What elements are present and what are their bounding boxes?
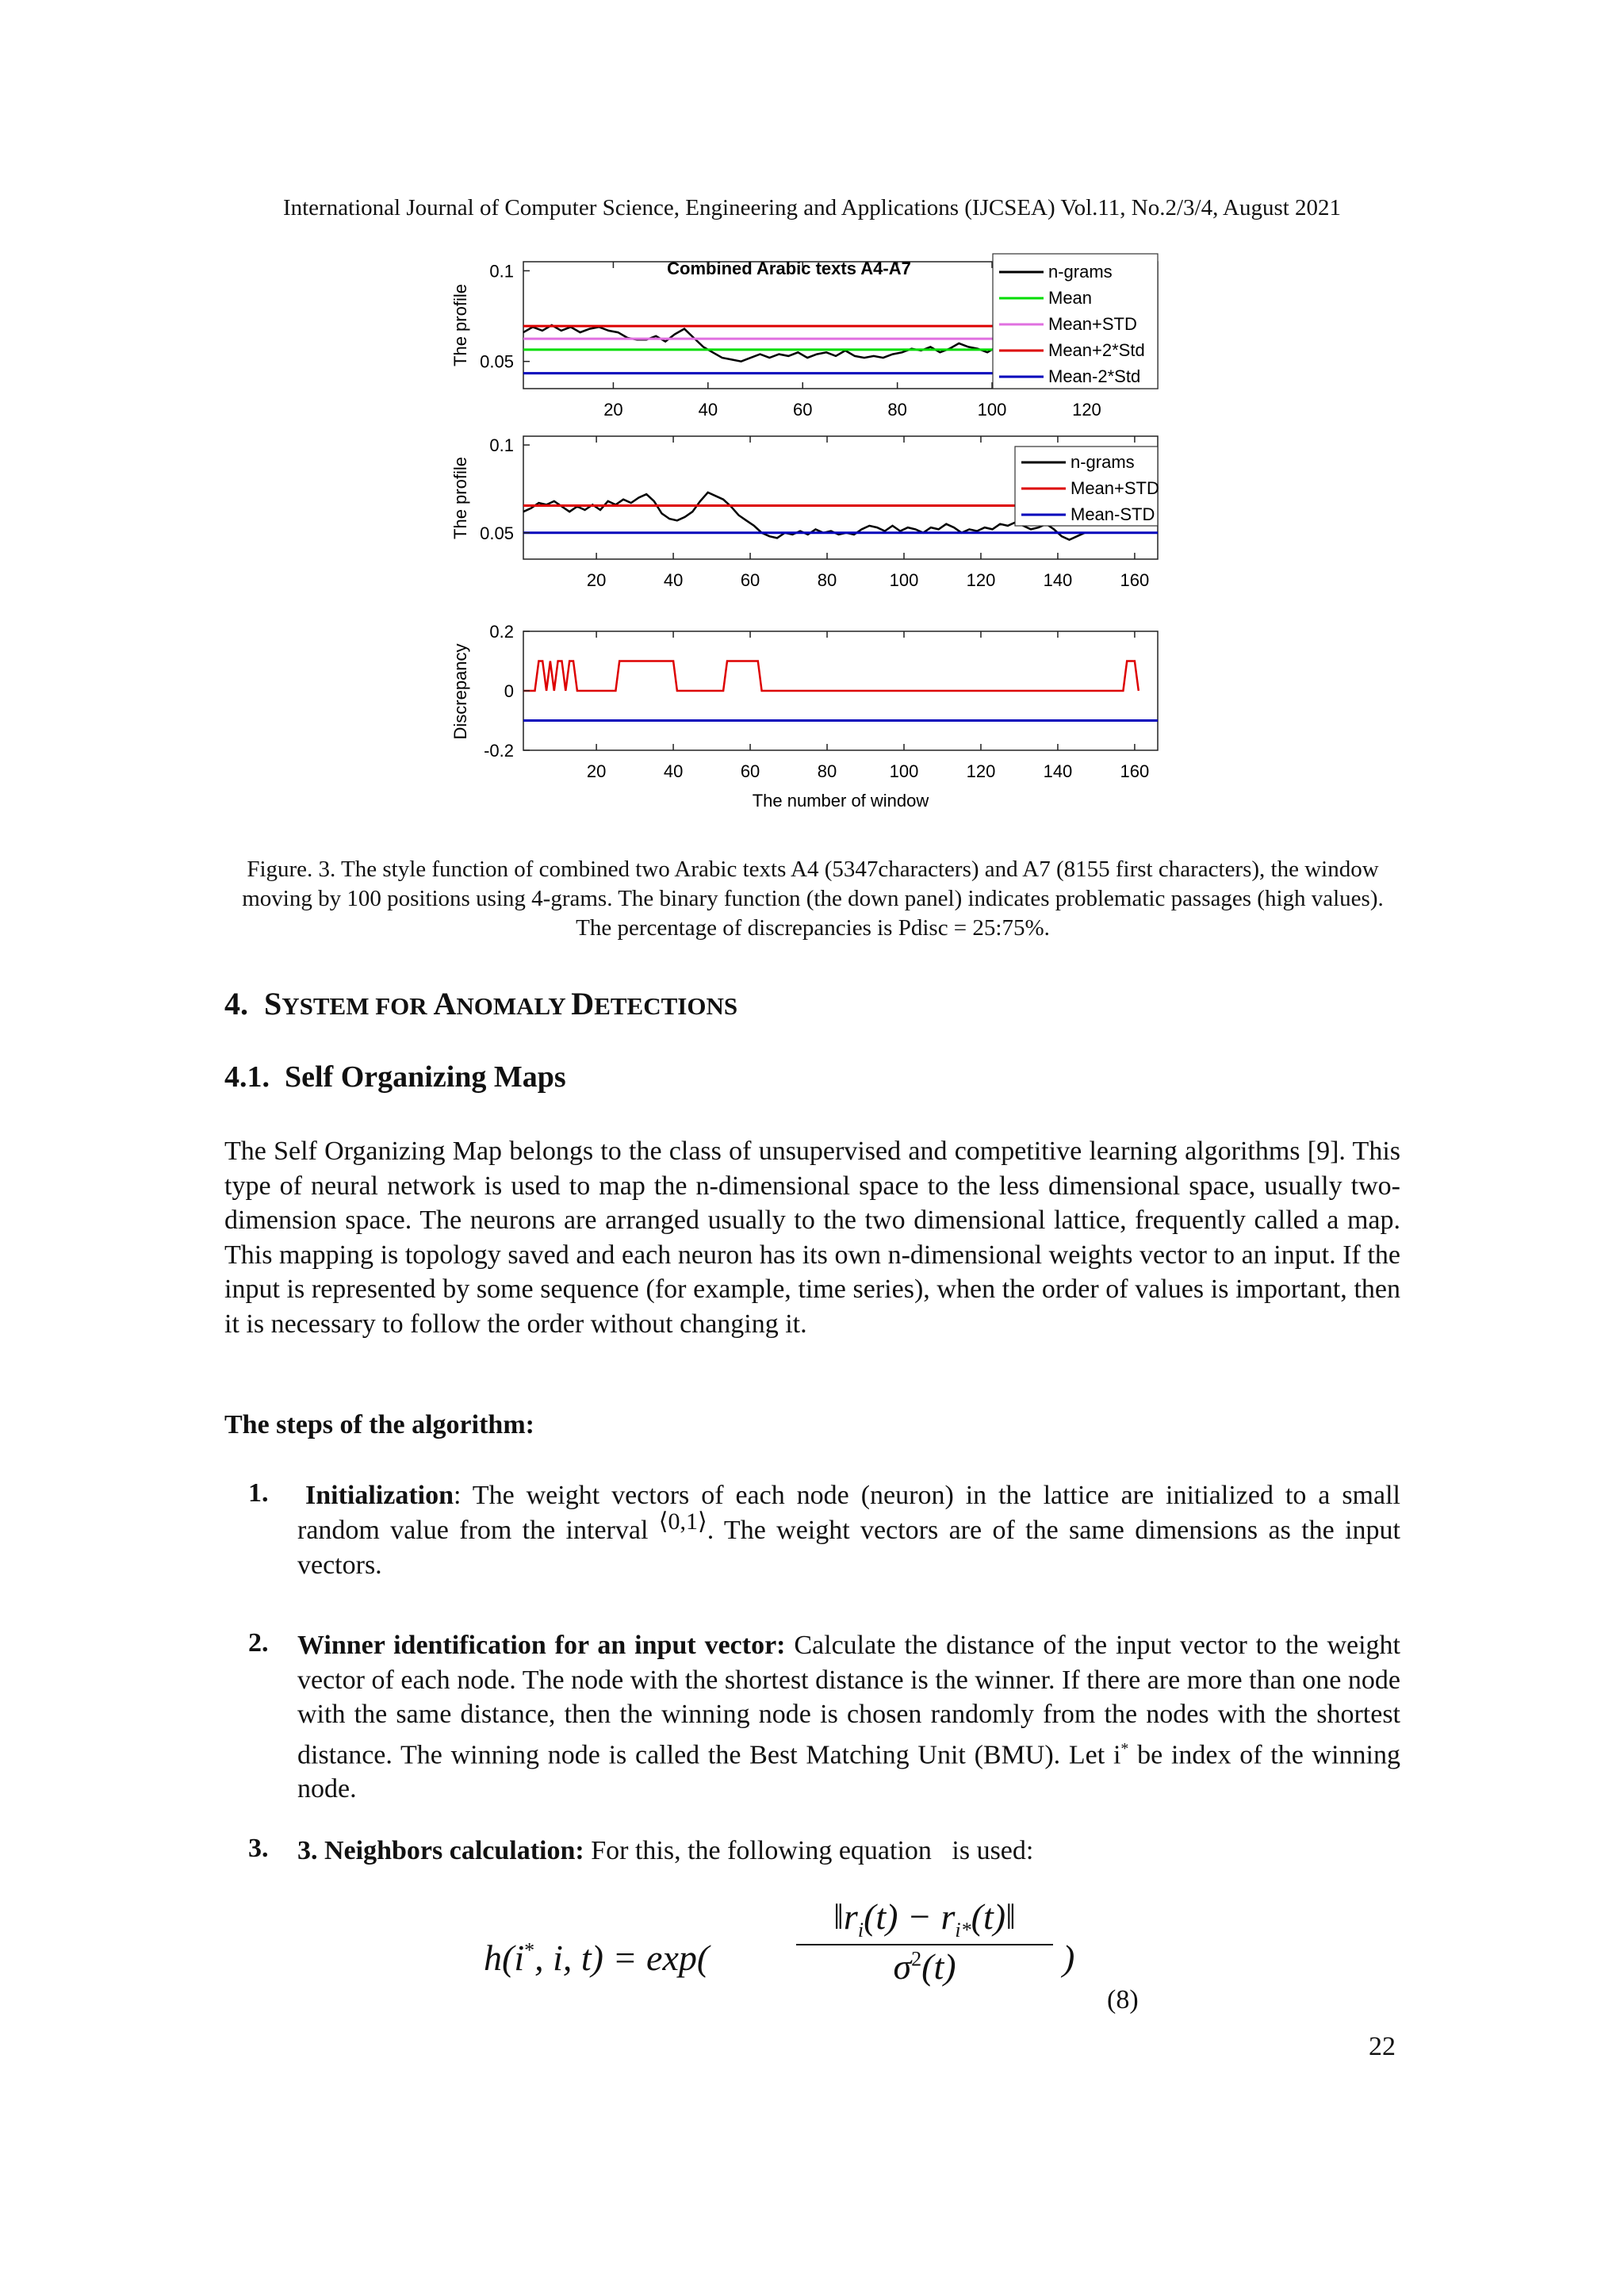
p3-xtick-label: 140 — [1043, 761, 1073, 781]
p2-xtick-label: 80 — [817, 570, 837, 590]
step-1-label: Initialization — [305, 1481, 454, 1510]
panel1-ylabel: The profile — [450, 284, 470, 366]
subsection-title: 4.1. Self Organizing Maps — [224, 1060, 566, 1094]
step-2-label: Winner identification for an input vector: — [297, 1631, 786, 1660]
p3-xtick-label: 100 — [889, 761, 919, 781]
step-1-text-b: . The weight vectors are of the same dimensions as the input vectors. — [297, 1515, 1400, 1580]
eq-num-sub1: i — [857, 1918, 864, 1942]
p3-ytick-label: -0.2 — [484, 741, 514, 761]
eq-numerator — [790, 1895, 1059, 1942]
p2-xtick-label: 140 — [1043, 570, 1073, 590]
p1-xtick-label: 20 — [603, 400, 623, 420]
section-title-etections: ETECTIONS — [594, 992, 738, 1020]
panel3-ylabel: Discrepancy — [450, 643, 470, 740]
p2-ytick-label: 0.1 — [489, 435, 514, 456]
step-2-sup: * — [1120, 1739, 1129, 1757]
panel2-legend — [1015, 447, 1159, 526]
p2-xtick-label: 100 — [889, 570, 919, 590]
step-2-text-b: be index of the winning node. — [297, 1739, 1400, 1804]
section-title-s: S — [264, 986, 282, 1022]
body-paragraph: The Self Organizing Map belongs to the class of unsupervised and competitive learning algorithms [9]. This type of neural network is used to map the n-dimensional space to the less dimensional space, usually two-dimension space. The neurons are arranged usually to the two dimensional lattice, frequently called a map. This mapping is topology saved and each neuron has its own n-dimensional weights vector to an input. If the input is represented by some sequence (for example, time series), when the order of values is important, then it is necessary to follow the order without changing it. — [224, 1137, 1400, 1339]
legend-mean-minus-2std: Mean-2*Std — [1048, 366, 1141, 386]
p1-xtick-label: 80 — [887, 400, 907, 420]
panel3-xlabel: The number of window — [752, 791, 929, 811]
step-1-text-a: : The weight vectors of each node (neuron) in the lattice are initialized to a small random value from the interval — [297, 1481, 1400, 1545]
legend2-mean-std: Mean+STD — [1071, 478, 1159, 498]
p3-ytick-label: 0 — [504, 681, 514, 701]
panel-profile-2 — [450, 435, 1159, 590]
p2-xtick-label: 160 — [1120, 570, 1150, 590]
legend-mean-2std: Mean+2*Std — [1048, 340, 1145, 360]
p3-xtick-label: 60 — [740, 761, 760, 781]
eq-num: ‖r — [833, 1896, 858, 1937]
legend-mean: Mean — [1048, 288, 1093, 308]
eq-num-end: (t)‖ — [971, 1896, 1016, 1937]
p1-xtick-label: 100 — [977, 400, 1007, 420]
step-2-number: 2. — [248, 1628, 269, 1658]
step-3-text: For this, the following equation is used: — [584, 1836, 1034, 1865]
legend-mean-std: Mean+STD — [1048, 314, 1137, 334]
figure-caption: Figure. 3. The style function of combined two Arabic texts A4 (5347characters) and A7 (8155 first characters), the window moving by 100 positions using 4-grams. The binary function (the down panel) indicates problematic passages (high values). The percentage of discrepancies is Pdisc = 25:75%. — [242, 857, 1384, 941]
figure-3-chart — [428, 246, 1189, 833]
p2-xtick-label: 40 — [663, 570, 684, 590]
panel1-legend — [993, 254, 1158, 389]
section-title — [224, 985, 737, 1022]
p3-xtick-label: 20 — [586, 761, 607, 781]
step-2 — [248, 1628, 1400, 1807]
eq-denominator — [790, 1945, 1059, 1987]
journal-header: International Journal of Computer Science, Engineering and Applications (IJCSEA) Vol.11, No.2/3/4, August 2021 — [282, 195, 1342, 220]
panel-profile-1 — [450, 254, 1158, 420]
eq-den-rest: (t) — [921, 1946, 956, 1987]
p3-xtick-label: 120 — [966, 761, 996, 781]
steps-title: The steps of the algorithm: — [224, 1410, 534, 1439]
interval-0-1: ⟨0,1⟩ — [658, 1508, 707, 1535]
eq-den-sup: 2 — [911, 1947, 922, 1971]
panel2-ylabel: The profile — [450, 457, 470, 539]
section-title-a: A — [433, 986, 457, 1022]
step-1 — [248, 1478, 1400, 1583]
panel1-title: Combined Arabic texts A4-A7 — [667, 259, 911, 278]
step-1-number: 1. — [248, 1478, 269, 1508]
p1-ytick-label: 0.05 — [480, 351, 514, 372]
legend2-ngrams: n-grams — [1071, 452, 1135, 472]
page-number: 22 — [1369, 2032, 1396, 2061]
p2-ytick-label: 0.05 — [480, 523, 514, 543]
step-2-body — [297, 1628, 1400, 1807]
legend-ngrams: n-grams — [1048, 262, 1113, 282]
step-3-label: 3. Neighbors calculation: — [297, 1836, 584, 1865]
eq-num-sub2: i* — [955, 1918, 971, 1942]
p2-xtick-label: 20 — [586, 570, 607, 590]
eq-lhs-rest: , i, t) = exp( — [534, 1938, 710, 1978]
section-title-ystem: YSTEM FOR — [282, 992, 434, 1020]
p1-ytick-label: 0.1 — [489, 261, 514, 282]
eq-den: σ — [893, 1946, 912, 1987]
legend2-mean-minus-std: Mean-STD — [1071, 504, 1155, 524]
p2-xtick-label: 120 — [966, 570, 996, 590]
eq-close-paren: ) — [1063, 1938, 1075, 1978]
section-title-nomaly: NOMALY — [456, 992, 572, 1020]
equation-8 — [484, 1895, 1118, 2014]
equation-fraction — [790, 1895, 1059, 1987]
section-number: 4. — [224, 986, 248, 1022]
p1-xtick-label: 40 — [698, 400, 718, 420]
step-2-text-a: Calculate the distance of the input vector to the weight vector of each node. The node with the shortest distance is the winner. If there are more than one node with the same distance, then the winning node is chosen randomly from the nodes with the shortest distance. The winning node is called the Best Matching Unit (BMU). Let i — [297, 1631, 1400, 1769]
step-1-body — [297, 1478, 1400, 1583]
eq-lhs: h(i — [484, 1938, 525, 1978]
section-title-d: D — [571, 986, 595, 1022]
step-3-number: 3. — [248, 1834, 269, 1863]
p3-xtick-label: 80 — [817, 761, 837, 781]
eq-num-mid: (t) − r — [864, 1896, 956, 1937]
step-3 — [248, 1834, 1400, 1869]
p1-xtick-label: 60 — [792, 400, 813, 420]
step-3-body — [297, 1834, 1400, 1869]
panel-discrepancy — [450, 622, 1158, 811]
equation-lhs — [484, 1937, 709, 1979]
equation-number: (8) — [1107, 1985, 1139, 2014]
p1-xtick-label: 120 — [1072, 400, 1101, 420]
eq-lhs-sup: * — [524, 1938, 535, 1962]
p3-ytick-label: 0.2 — [489, 622, 514, 642]
p3-xtick-label: 160 — [1120, 761, 1150, 781]
p3-xtick-label: 40 — [663, 761, 684, 781]
p2-xtick-label: 60 — [740, 570, 760, 590]
